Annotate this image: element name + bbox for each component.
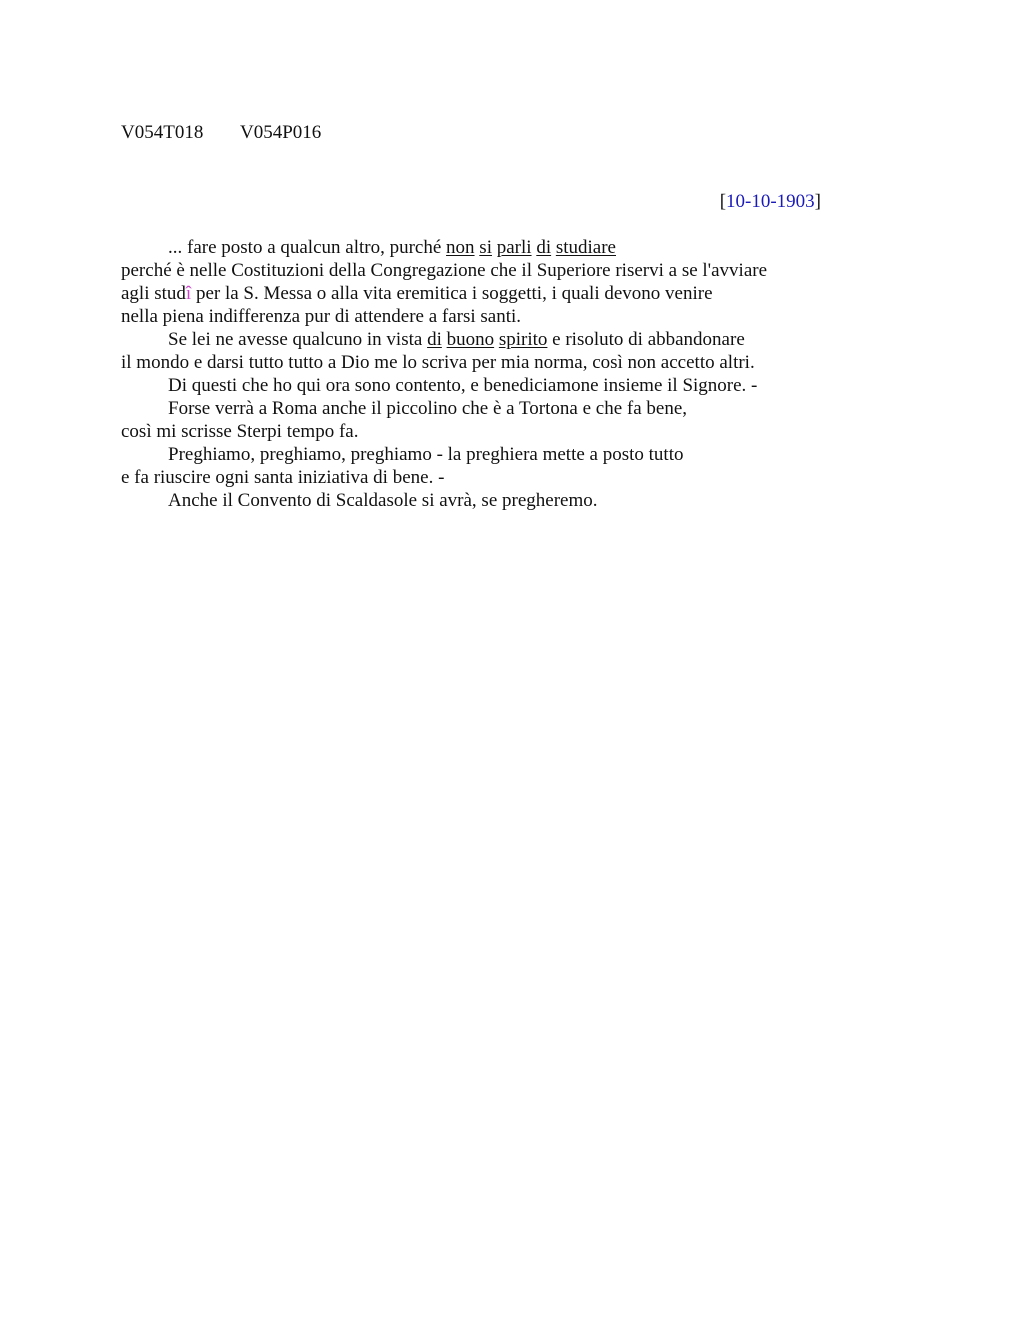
letter-body bbox=[121, 236, 841, 512]
text-run: e risoluto di abbandonare bbox=[547, 329, 745, 350]
date-value: 10-10-1903 bbox=[726, 191, 815, 212]
letter-date bbox=[720, 190, 821, 213]
underlined-word: di bbox=[536, 237, 552, 258]
letter-line: nella piena indifferenza pur di attendere a farsi santi. bbox=[121, 306, 522, 327]
underlined-word: parli bbox=[496, 237, 532, 258]
letter-line bbox=[121, 236, 841, 259]
letter-line: Di questi che ho qui ora sono contento, e benediciamone insieme il Signore. - bbox=[168, 375, 758, 396]
text-run: Se lei ne avesse qualcuno in vista bbox=[168, 329, 428, 350]
date-bracket-open: [ bbox=[719, 191, 727, 212]
underlined-word: spirito bbox=[498, 329, 548, 350]
text-run: agli stud bbox=[121, 283, 186, 304]
editorial-mark: î bbox=[185, 283, 192, 304]
letter-line: Forse verrà a Roma anche il piccolino che è a Tortona e che fa bene, bbox=[168, 398, 688, 419]
document-code-page: V054P016 bbox=[240, 122, 322, 143]
letter-line bbox=[121, 328, 841, 351]
underlined-word: studiare bbox=[555, 237, 616, 258]
underlined-word: buono bbox=[446, 329, 495, 350]
document-code-volume: V054T018 bbox=[121, 122, 204, 143]
letter-line: Anche il Convento di Scaldasole si avrà, se pregheremo. bbox=[168, 490, 598, 511]
letter-line: così mi scrisse Sterpi tempo fa. bbox=[121, 421, 359, 442]
letter-line: Preghiamo, preghiamo, preghiamo - la preghiera mette a posto tutto bbox=[168, 444, 684, 465]
underlined-word: si bbox=[479, 237, 492, 258]
letter-line: perché è nelle Costituzioni della Congregazione che il Superiore riservi a se l'avviare bbox=[121, 260, 768, 281]
letter-line: il mondo e darsi tutto tutto a Dio me lo scriva per mia norma, così non accetto altri. bbox=[121, 352, 755, 373]
underlined-word: non bbox=[446, 237, 475, 258]
date-bracket-close: ] bbox=[814, 191, 821, 212]
underlined-word: di bbox=[427, 329, 442, 350]
letter-line bbox=[121, 282, 841, 305]
text-run: per la S. Messa o alla vita eremitica i soggetti, i quali devono venire bbox=[191, 283, 713, 304]
text-run: ... fare posto a qualcun altro, purché bbox=[168, 237, 447, 258]
letter-line: e fa riuscire ogni santa iniziativa di bene. - bbox=[121, 467, 445, 488]
